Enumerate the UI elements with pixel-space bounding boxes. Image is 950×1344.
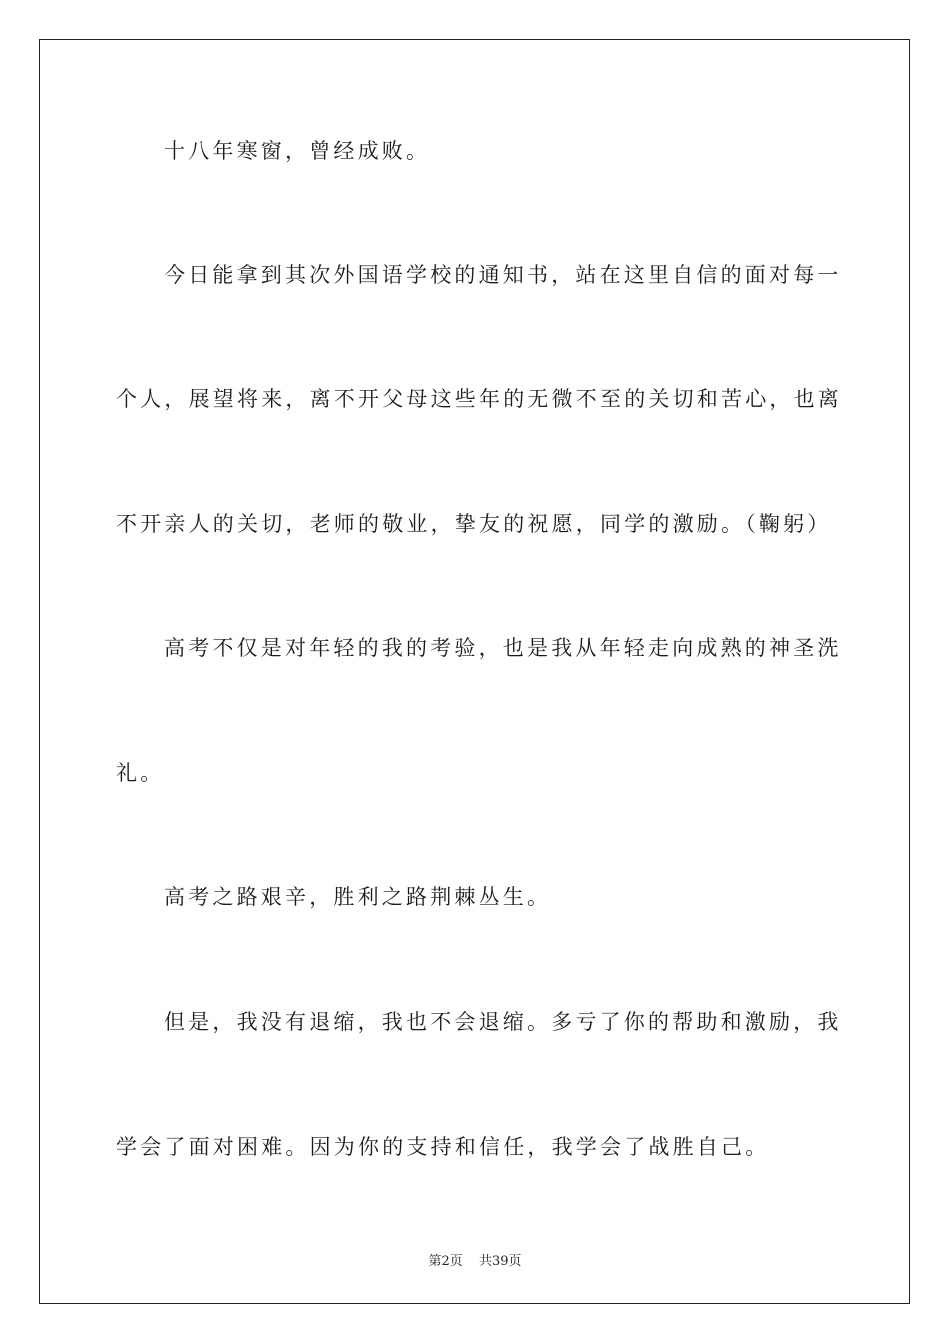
page-total: 共39页 (478, 1254, 522, 1269)
page-footer (0, 1250, 950, 1269)
paragraph-line: 学会了面对困难。因为你的支持和信任，我学会了战胜自己。 (116, 1135, 770, 1159)
paragraph-line: 高考不仅是对年轻的我的考验，也是我从年轻走向成熟的神圣洗 (164, 636, 842, 660)
paragraph-line: 十八年寒窗，曾经成败。 (164, 139, 431, 163)
paragraph-line: 礼。 (116, 761, 165, 785)
paragraph-line: 不开亲人的关切，老师的敬业，挚友的祝愿，同学的激励。（鞠躬） (116, 512, 832, 536)
paragraph-line: 个人，展望将来，离不开父母这些年的无微不至的关切和苦心，也离 (116, 387, 842, 411)
page-number: 第2页 (428, 1254, 463, 1269)
paragraph-line: 今日能拿到其次外国语学校的通知书，站在这里自信的面对每一 (164, 263, 842, 287)
paragraph-line: 但是，我没有退缩，我也不会退缩。多亏了你的帮助和激励，我 (164, 1010, 842, 1034)
page-border (39, 39, 910, 1304)
paragraph-line: 高考之路艰辛，胜利之路荆棘丛生。 (164, 885, 552, 909)
